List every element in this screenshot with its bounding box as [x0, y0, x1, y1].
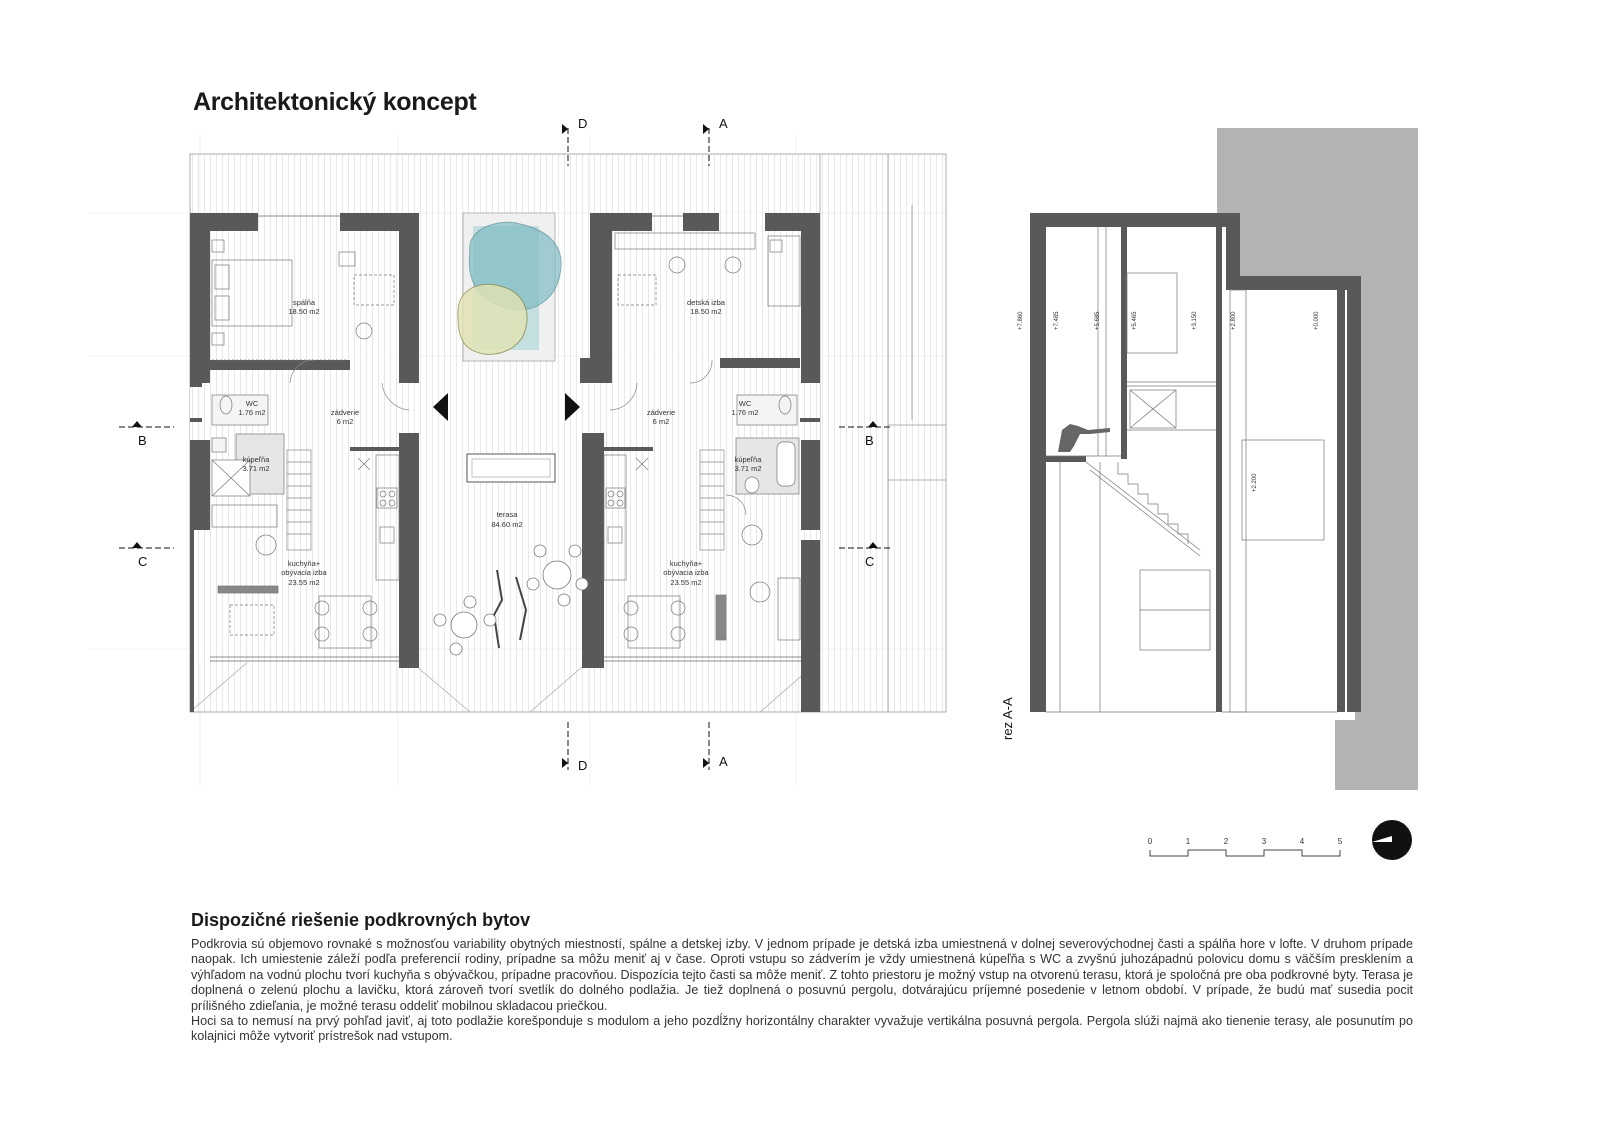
- room-area-entry-right: 6 m2: [652, 417, 670, 426]
- level-markers: [1018, 311, 1320, 492]
- room-label-bath-right: kúpeľňa: [734, 455, 762, 464]
- description-text: [191, 937, 1413, 1045]
- scale-tick-3: 3: [1261, 837, 1267, 846]
- section-marker-d-top: D: [578, 116, 588, 131]
- room-label-entry-right: zádverie: [646, 408, 676, 417]
- room-area-living-right: 23.55 m2: [670, 578, 702, 587]
- room-area-living-left: 23.55 m2: [288, 578, 320, 587]
- level-2200: +2.200: [1252, 473, 1258, 492]
- scale-tick-4: 4: [1299, 837, 1305, 846]
- section-marker-d-bottom: D: [578, 758, 588, 773]
- room-label-living-left-1: kuchyňa+: [287, 559, 321, 568]
- section-label: rez A-A: [1000, 697, 1015, 740]
- left-unit: [190, 213, 419, 712]
- skylight-bench: [467, 454, 555, 482]
- room-label-wc-right: WC: [738, 399, 752, 408]
- ground-mass: [1217, 128, 1418, 790]
- room-label-living-left-2: obývacia izba: [281, 568, 327, 577]
- right-unit: [580, 213, 820, 712]
- room-label-entry-left: zádverie: [330, 408, 360, 417]
- room-label-bedroom: spálňa: [292, 298, 316, 307]
- scale-tick-0: 0: [1147, 837, 1153, 846]
- room-area-wc-right: 1.76 m2: [731, 408, 759, 417]
- room-area-entry-left: 6 m2: [336, 417, 354, 426]
- level-7485: +7.485: [1054, 311, 1060, 330]
- level-5465: +5.465: [1132, 311, 1138, 330]
- room-area-bath-left: 3.71 m2: [242, 464, 270, 473]
- north-arrow-icon: [1372, 820, 1412, 860]
- section-a-a: [1000, 128, 1418, 790]
- floor-plan: [90, 116, 946, 785]
- description-paragraph-1: Podkrovia sú objemovo rovnaké s možnosťou variability obytných miestností, spálne a detskej izby. V jednom prípade je detská izba umiestnená v dolnej severovýchodnej časti a spálňa hore v lofte. V druhom prípade naopak. Ich umiestenie záleží podľa preferencií rodiny, prípadne sa môžu meniť aj v čase. Oproti vstupu so zádverím je vždy umiestnená kúpeľňa s WC a zvyšnú juhozápadnú polovicu domu s väčším presklením a výhľadom na vodnú plochu tvorí kuchyňa s obývačkou, prípadne pracovňou. Dispozícia tejto časti sa môže meniť. Z tohto priestoru je možný vstup na otvorenú terasu, ktorá je spoločná pre oba podkrovné byty. Terasa je doplnená o zelenú plochu a lavičku, ktorá zároveň tvorí svetlík do dolného podlažia. Je tiež doplnená o posuvnú pergolu, dotvárajúcu príjemné posedenie v letnom období. V prípade, že budú mať susedia pocit prílišného zdieľania, je možné terasu oddeliť mobilnou skladacou priečkou.: [191, 937, 1413, 1013]
- section-marker-c-right: C: [865, 554, 875, 569]
- level-2800: +2.800: [1231, 311, 1237, 330]
- level-5685: +5.685: [1095, 311, 1101, 330]
- person-silhouette: [1058, 424, 1110, 452]
- level-0000: +0.000: [1314, 311, 1320, 330]
- level-3150: +3.150: [1192, 311, 1198, 330]
- scale-tick-5: 5: [1337, 837, 1343, 846]
- room-area-kids: 18.50 m2: [690, 307, 722, 316]
- room-area-wc-left: 1.76 m2: [238, 408, 266, 417]
- pond-and-greenery: [458, 213, 561, 361]
- section-marker-c-left: C: [138, 554, 148, 569]
- section-heading: Dispozičné riešenie podkrovných bytov: [191, 910, 531, 930]
- room-label-wc-left: WC: [245, 399, 259, 408]
- section-marker-a-top: A: [719, 116, 728, 131]
- room-label-living-right-1: kuchyňa+: [669, 559, 703, 568]
- scale-tick-1: 1: [1185, 837, 1191, 846]
- description-paragraph-2: Hoci sa to nemusí na prvý pohľad javiť, aj toto podlažie korešponduje s modulom a jeho pozdĺžny horizontálny charakter vyvažuje vertikálna posuvná pergola. Pergola slúži najmä ako tienenie terasy, ale posunutím po kolajnici môže vytvoriť prístrešok nad vstupom.: [191, 1014, 1413, 1044]
- room-area-bath-right: 3.71 m2: [734, 464, 762, 473]
- room-area-terrace: 84.60 m2: [491, 520, 523, 529]
- room-label-living-right-2: obývacia izba: [663, 568, 709, 577]
- room-label-kids: detská izba: [687, 298, 725, 307]
- section-interior-lines: [1046, 227, 1337, 712]
- section-marker-a-bottom: A: [719, 754, 728, 769]
- section-marker-b-left: B: [138, 433, 147, 448]
- page-title: Architektonický koncept: [193, 88, 477, 116]
- section-marker-b-right: B: [865, 433, 874, 448]
- scale-bar: [1148, 837, 1343, 856]
- room-area-bedroom: 18.50 m2: [288, 307, 320, 316]
- section-walls: [1030, 213, 1361, 712]
- scale-tick-2: 2: [1223, 837, 1229, 846]
- room-label-terrace: terasa: [496, 510, 518, 519]
- room-label-bath-left: kúpeľňa: [242, 455, 270, 464]
- level-7860: +7.860: [1018, 311, 1024, 330]
